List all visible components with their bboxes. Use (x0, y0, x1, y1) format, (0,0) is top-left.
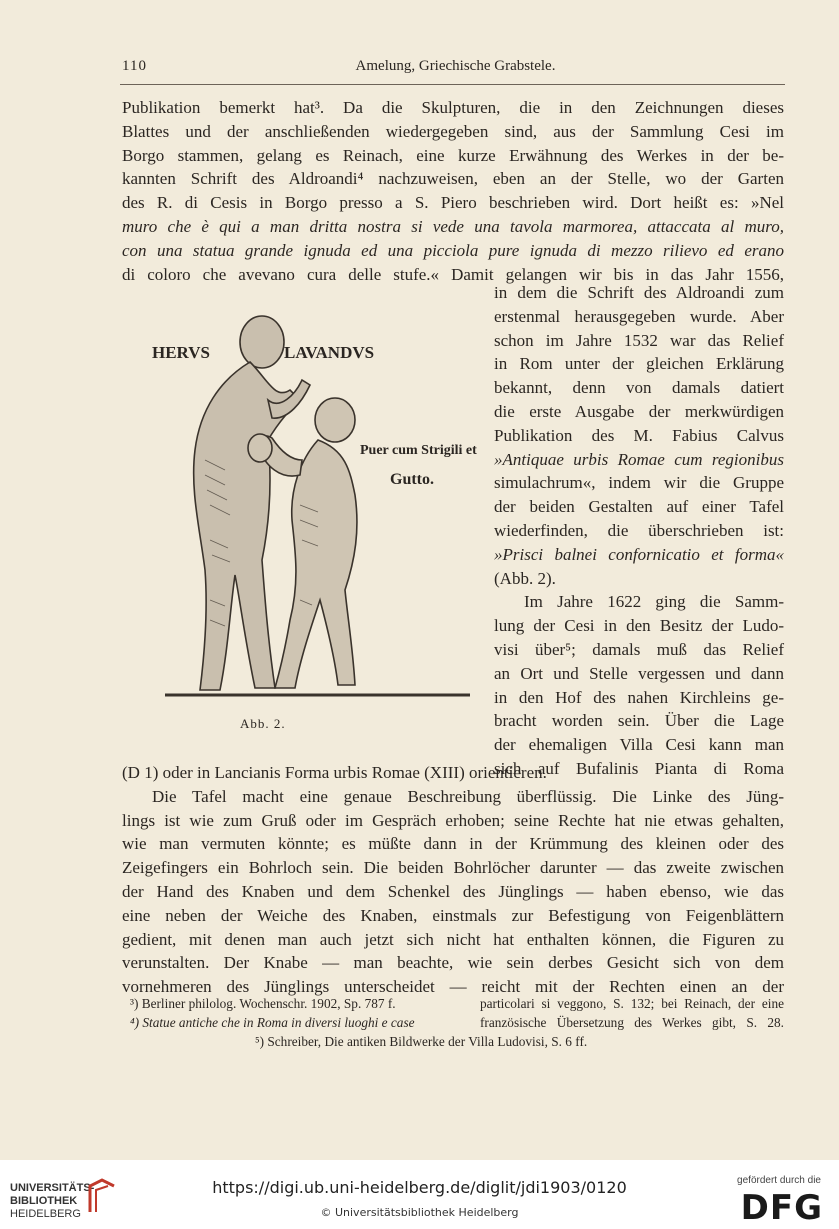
text-line: Zeigefingers ein Bohrloch sein. Die beiden Bohrlöcher darunter — das zweite zwischen (122, 858, 784, 878)
text-line: gedient, mit denen man auch jetzt sich nicht hat enthalten können, die Figuren zu (122, 929, 784, 949)
figure-label-side-2: Gutto. (390, 471, 434, 488)
text-line: des R. di Cesis in Borgo presso a S. Piero beschrieben wird. Dort heißt es: »Nel (122, 193, 784, 213)
woodcut-illustration (150, 300, 480, 710)
text-line: Die Tafel macht eine genaue Beschreibung überflüssig. Die Linke des Jüng- (152, 786, 784, 806)
text-line: verunstalten. Der Knabe — man beachte, wie sein derbes Gesicht sich von dem (122, 953, 784, 973)
page-number: 110 (122, 58, 147, 74)
text-line: sich auf Bufalinis Pianta di Roma (494, 758, 784, 778)
footnote-4: ⁴) Statue antiche che in Roma in diversi luoghi e case (130, 1015, 415, 1030)
text-line: in den Hof des nahen Kirchleins ge- (494, 687, 784, 707)
text-line: (D 1) oder in Lancianis Forma urbis Romae (XIII) orientieren. (122, 763, 547, 782)
text-line: Im Jahre 1622 ging die Samm- (524, 592, 784, 612)
running-head: Amelung, Griechische Grabstele. (355, 58, 556, 74)
dfg-logo[interactable]: DFG (740, 1188, 823, 1228)
text-line: kannten Schrift des Aldroandi⁴ nachzuweisen, eben an der Stelle, wo der Garten (122, 169, 784, 189)
text-line: in Rom unter der gleichen Erklärung (494, 354, 784, 374)
text-line: die erste Ausgabe der merkwürdigen (494, 401, 784, 421)
text-line: bracht worden sein. Über die Lage (494, 711, 784, 731)
text-line: vornehmeren des Jünglings unterscheidet — reicht mit der Rechten einen an der (122, 977, 784, 997)
text-line: eine neben der Weiche des Knaben, einstmals zur Befestigung von Feigenblättern (122, 905, 784, 925)
figure-label-side-1: Puer cum Strigili et (360, 443, 477, 458)
library-name-2: BIBLIOTHEK (10, 1195, 78, 1207)
text-line: Publikation des M. Fabius Calvus (494, 425, 784, 445)
woodcut-figure (150, 300, 480, 710)
text-line: an Ort und Stelle vergessen und dann (494, 663, 784, 683)
text-line: »Prisci balnei confornicatio et forma« (494, 544, 784, 564)
funding-note: gefördert durch die (737, 1175, 821, 1186)
footnote-5: ⁵) Schreiber, Die antiken Bildwerke der Villa Ludovisi, S. 6 ff. (255, 1034, 588, 1049)
footnote-right-2: französische Übersetzung des Werkes gibt, S. 28. (480, 1015, 784, 1030)
page-header (122, 58, 789, 82)
text-line: schon im Jahre 1532 war das Relief (494, 330, 784, 350)
text-line: in dem die Schrift des Aldroandi zum (494, 283, 784, 302)
figure-caption: Abb. 2. (240, 716, 286, 731)
text-line: bekannt, denn von damals datiert (494, 378, 784, 398)
wrapped-text-column (494, 281, 784, 781)
text-line: di coloro che avevano cura delle stufe.« Damit gelangen wir bis in das Jahr 1556, (122, 264, 784, 284)
text-line: visi über⁵; damals muß das Relief (494, 639, 784, 659)
text-line: Blattes und der anschließenden wiedergegeben sind, aus der Sammlung Cesi im (122, 121, 784, 141)
text-line: simulachrum«, indem wir die Gruppe (494, 473, 784, 493)
text-line: (Abb. 2). (494, 568, 556, 588)
paragraph-main (122, 761, 784, 999)
viewer-footer (0, 1160, 839, 1229)
text-line: lung der Cesi in den Besitz der Ludo- (494, 616, 784, 636)
text-line: lings ist wie zum Gruß oder im Gespräch erhoben; seine Rechte hat nie etwas gehalten, (122, 810, 784, 830)
text-line: Borgo stammen, gelang es Reinach, eine kurze Erwähnung des Werkes in der be- (122, 145, 784, 165)
copyright-notice: © Universitätsbibliothek Heidelberg (320, 1206, 519, 1219)
figure-label-left: HERVS (152, 343, 210, 362)
footnote-3: ³) Berliner philolog. Wochenschr. 1902, Sp. 787 f. (130, 996, 396, 1011)
text-line: muro che è qui a man dritta nostra si vede una tavola marmorea, attaccata al muro, (122, 216, 784, 236)
text-line: Publikation bemerkt hat³. Da die Skulpturen, die in den Zeichnungen dieses (122, 98, 784, 117)
text-line: erstenmal herausgegeben wurde. Aber (494, 306, 784, 326)
text-line: der Hand des Knaben und dem Schenkel des Jünglings — haben ebenso, wie das (122, 881, 784, 901)
text-line: wiederfinden, die überschrieben ist: (494, 520, 784, 540)
text-line: »Antiquae urbis Romae cum regionibus (494, 449, 784, 469)
figure-label-right: LAVANDVS (284, 343, 375, 362)
text-line: der beiden Gestalten auf einer Tafel (494, 497, 784, 517)
footnote-right-1: particolari si veggono, S. 132; bei Reinach, der eine (480, 996, 784, 1011)
paragraph-intro (122, 96, 784, 286)
permalink-url[interactable]: https://digi.ub.uni-heidelberg.de/diglit/jdi1903/0120 (212, 1178, 627, 1197)
text-line: der ehemaligen Villa Cesi kann man (494, 735, 784, 755)
library-name-3: HEIDELBERG (10, 1208, 81, 1220)
library-name-1: UNIVERSITÄTS- (10, 1182, 95, 1194)
header-rule (120, 84, 785, 85)
text-line: wie man vermuten könnte; es müßte dann in der Krümmung des kleinen oder des (122, 834, 784, 854)
text-line: con una statua grande ignuda ed una picciola pure ignuda di mezzo rilievo ed erano (122, 240, 784, 260)
